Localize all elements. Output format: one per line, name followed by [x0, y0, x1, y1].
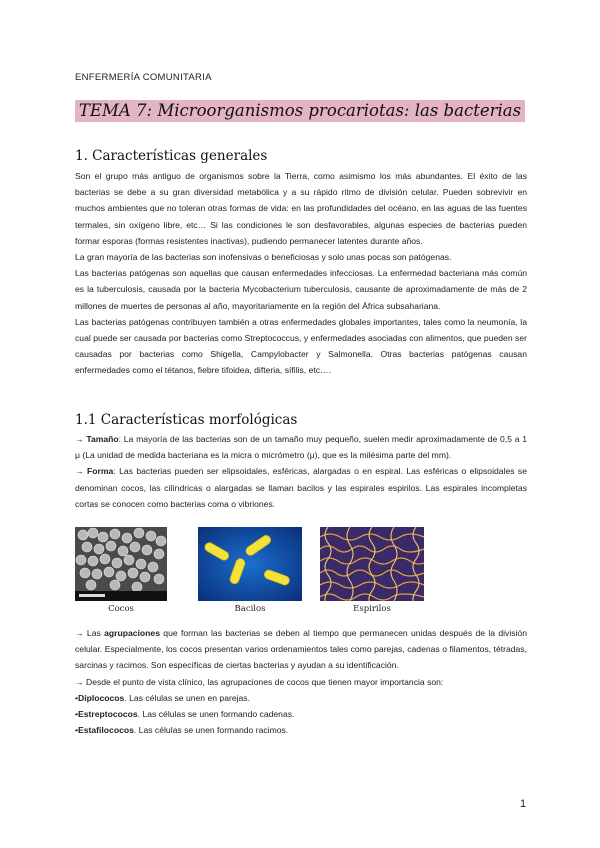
paragraph: Las bacterias patógenas son aquellas que causan enfermedades infecciosas. La enfermedad bacteriana más común es la tuberculosis, causada por la bacteria Mycobacterium tuberculosis, causante de aproximadamente de más de 2 millones de muertes de personas al año, mayoritariamente en la región del África subsahariana.	[75, 268, 527, 311]
title-container	[0, 100, 600, 122]
term-tamano: Tamaño	[86, 434, 119, 444]
section-heading-morfologicas: 1.1 Características morfológicas	[75, 412, 298, 428]
espirilos-image	[320, 527, 424, 601]
bacilos-image	[198, 527, 302, 601]
term-agrupaciones: agrupaciones	[104, 628, 160, 638]
list-item: •Estreptococos. Las células se unen formando cadenas.	[75, 709, 295, 720]
section-heading-caracteristicas-generales: 1. Características generales	[75, 148, 268, 164]
section-body-morfologicas	[75, 431, 527, 512]
paragraph: Son el grupo más antiguo de organismos sobre la Tierra, como asimismo los más abundantes. El éxito de las bacterias se debe a su gran diversidad metabólica y a su rápido ritmo de división celular. Pueden sobrevivir en muchos ambientes que no toleran otras formas de vida: en las profundidades del océano, en las aguas de las fuentes termales, sin oxígeno libre, etc… Si las condiciones le son desfavorables, algunas especies de bacterias pueden formar esporas (formas resistentes inactivas), pudiendo permanecer latentes durante años.	[75, 171, 527, 246]
term-forma: Forma	[87, 466, 114, 477]
paragraph: Las bacterias patógenas contribuyen también a otras enfermedades globales importantes, tales como la neumonía, la cual puede ser causada por bacterias como Streptococcus, y enfermedades asociadas con alimentos, que pueden ser causadas por bacterias como Shigella, Campylobacter y Salmonella. Otras bacterias patógenas causan enfermedades como el tétanos, fiebre tifoidea, difteria, sífilis, etc….	[75, 316, 527, 376]
section-body-caracteristicas-generales	[75, 168, 527, 379]
paragraph-clinico: → Desde el punto de vista clínico, las agrupaciones de cocos que tienen mayor importancia son:	[75, 676, 444, 687]
paragraph-forma: → Forma: Las bacterias pueden ser elipsoidales, esféricas, alargadas o en espiral. Las esféricas o elipsoidales se denominan cocos, las cilíndricas o alargadas se llaman bacilos y las espirales espirilos. Las espirales incompletas cortas se conocen como bacterias coma o vibriones.	[75, 466, 528, 509]
bacteria-shapes-figure	[75, 527, 427, 619]
paragraph-agrupaciones: → Las agrupaciones que forman las bacterias se deben al tiempo que permanecen unidas después de la división celular. Especialmente, los cocos presentan varios ordenamientos tales como parejas, cadenas o filamentos, tétradas, sarcinas y racimos. Son específicas de ciertas bacterias y ayudan a su identificación.	[75, 628, 527, 671]
caption-cocos: Cocos	[108, 604, 134, 614]
caption-espirilos: Espirilos	[353, 604, 391, 614]
section-body-agrupaciones	[75, 625, 527, 738]
cocos-image	[75, 527, 167, 601]
page-number: 1	[520, 798, 527, 810]
list-item: •Diplococos. Las células se unen en parejas.	[75, 692, 250, 703]
caption-bacilos: Bacilos	[234, 604, 266, 614]
page-title: TEMA 7: Microorganismos procariotas: las bacterias	[75, 100, 525, 122]
list-item: •Estafilococos. Las células se unen formando racimos.	[75, 725, 289, 736]
page-header: ENFERMERÍA COMUNITARIA	[75, 72, 212, 83]
paragraph-tamano: → Tamaño: La mayoría de las bacterias son de un tamaño muy pequeño, suelen medir aproximadamente de 0,5 a 1 μ (La unidad de medida bacteriana es la micra o micrómetro (μ), que es la milésima parte del mm).	[75, 434, 528, 461]
paragraph: La gran mayoría de las bacterias son inofensivas o beneficiosas y solo unas pocas son patógenas.	[75, 252, 452, 263]
